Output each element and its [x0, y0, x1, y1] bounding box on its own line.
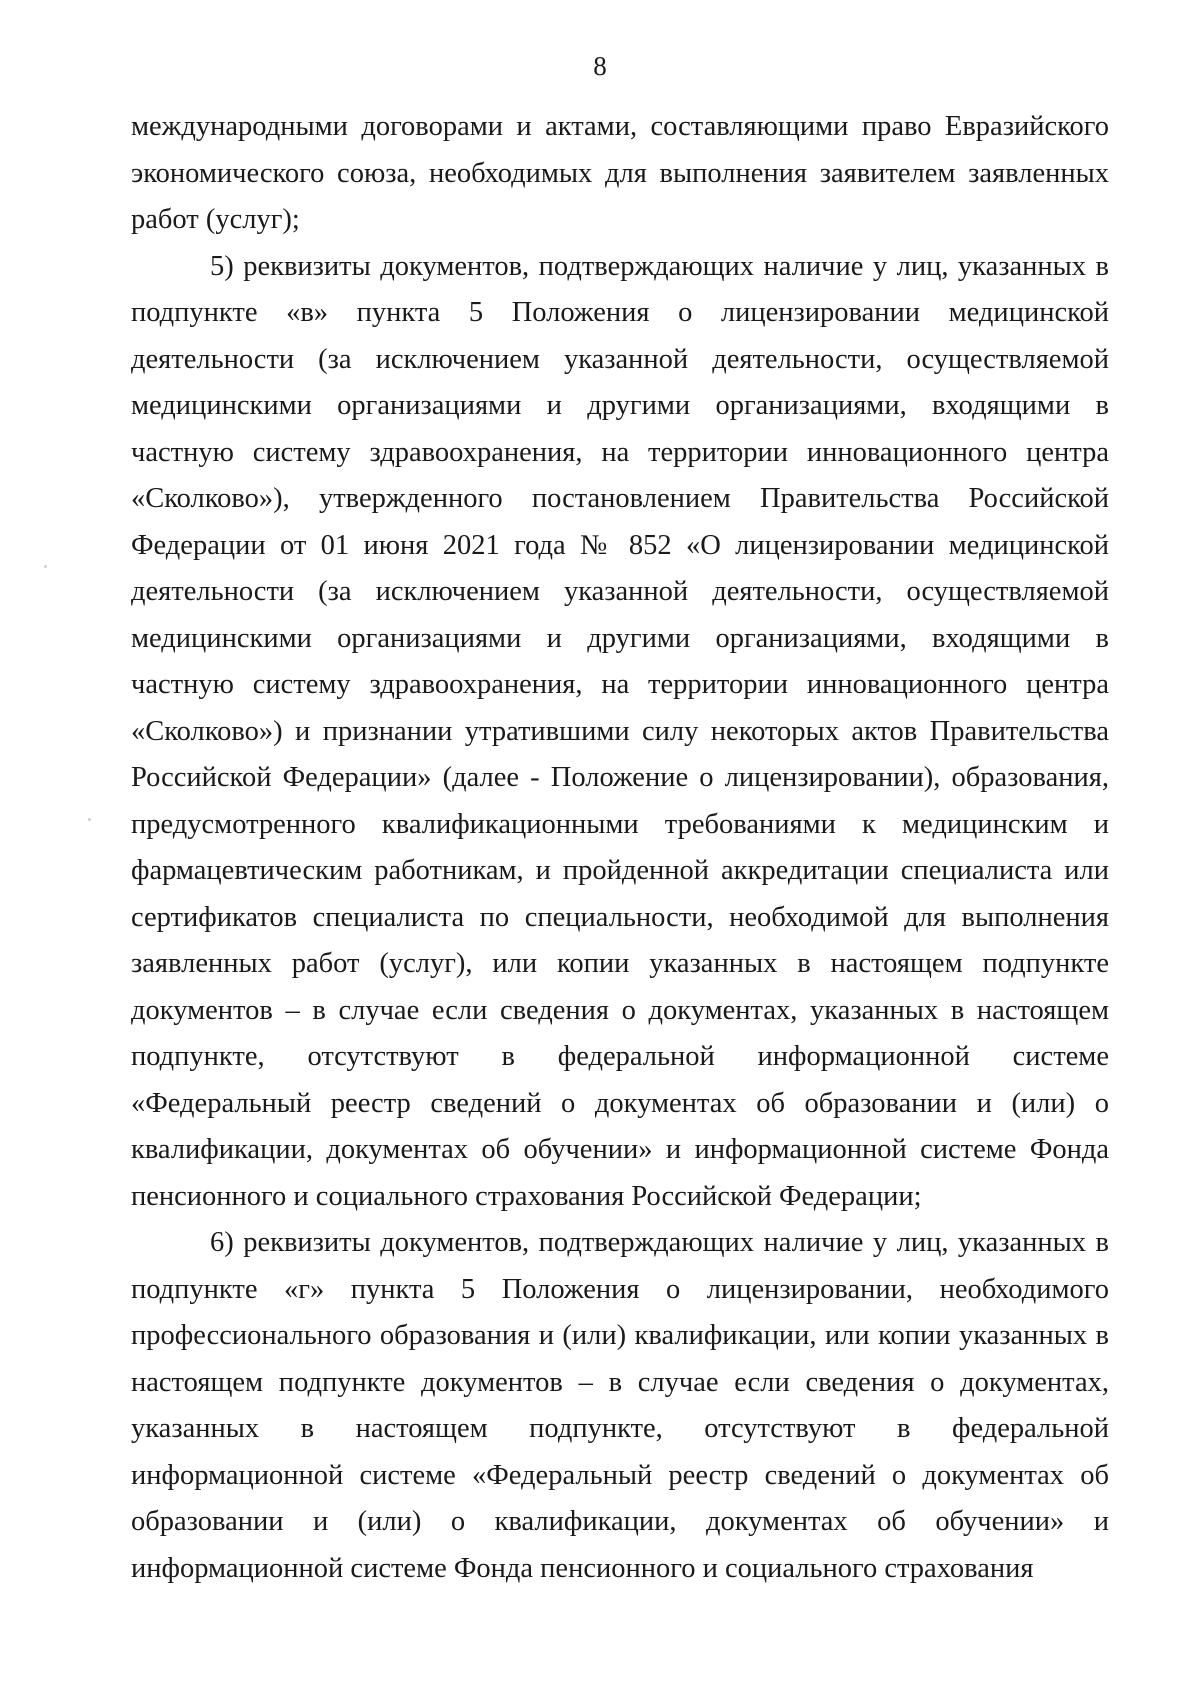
scan-speck	[88, 818, 91, 821]
scan-speck	[44, 565, 47, 568]
paragraph-item-5: 5) реквизиты документов, подтверждающих наличие у лиц, указанных в подпункте «в» пункта 5 Положения о лицензировании медицинской деятельности (за исключением указанной деятельности, осуществляемой медицинскими организациями и другими организациями, входящими в частную систему здравоохранения, на территории инновационного центра «Сколково»), утвержденного постановлением Правительства Российской Федерации от 01 июня 2021 года № 852 «О лицензировании медицинской деятельности (за исключением указанной деятельности, осуществляемой медицинскими организациями и другими организациями, входящими в частную систему здравоохранения, на территории инновационного центра «Сколково») и признании утратившими силу некоторых актов Правительства Российской Федерации» (далее - Положение о лицензировании), образования, предусмотренного квалификационными требованиями к медицинским и фармацевтическим работникам, и пройденной аккредитации специалиста или сертификатов специалиста по специальности, необходимой для выполнения заявленных работ (услуг), или копии указанных в настоящем подпункте документов – в случае если сведения о документах, указанных в настоящем подпункте, отсутствуют в федеральной информационной системе «Федеральный реестр сведений о документах об образовании и (или) о квалификации, документах об обучении» и информационной системе Фонда пенсионного и социального страхования Российской Федерации;	[131, 250, 1109, 1212]
page-number: 8	[593, 51, 607, 81]
document-body	[131, 104, 1109, 1592]
paragraph-continuation: международными договорами и актами, составляющими право Евразийского экономического союза, необходимых для выполнения заявителем заявленных работ (услуг);	[131, 111, 1109, 235]
paragraph-item-6: 6) реквизиты документов, подтверждающих наличие у лиц, указанных в подпункте «г» пункта 5 Положения о лицензировании, необходимого профессионального образования и (или) квалификации, или копии указанных в настоящем подпункте документов – в случае если сведения о документах, указанных в настоящем подпункте, отсутствуют в федеральной информационной системе «Федеральный реестр сведений о документах об образовании и (или) о квалификации, документах об обучении» и информационной системе Фонда пенсионного и социального страхования	[131, 1227, 1109, 1584]
